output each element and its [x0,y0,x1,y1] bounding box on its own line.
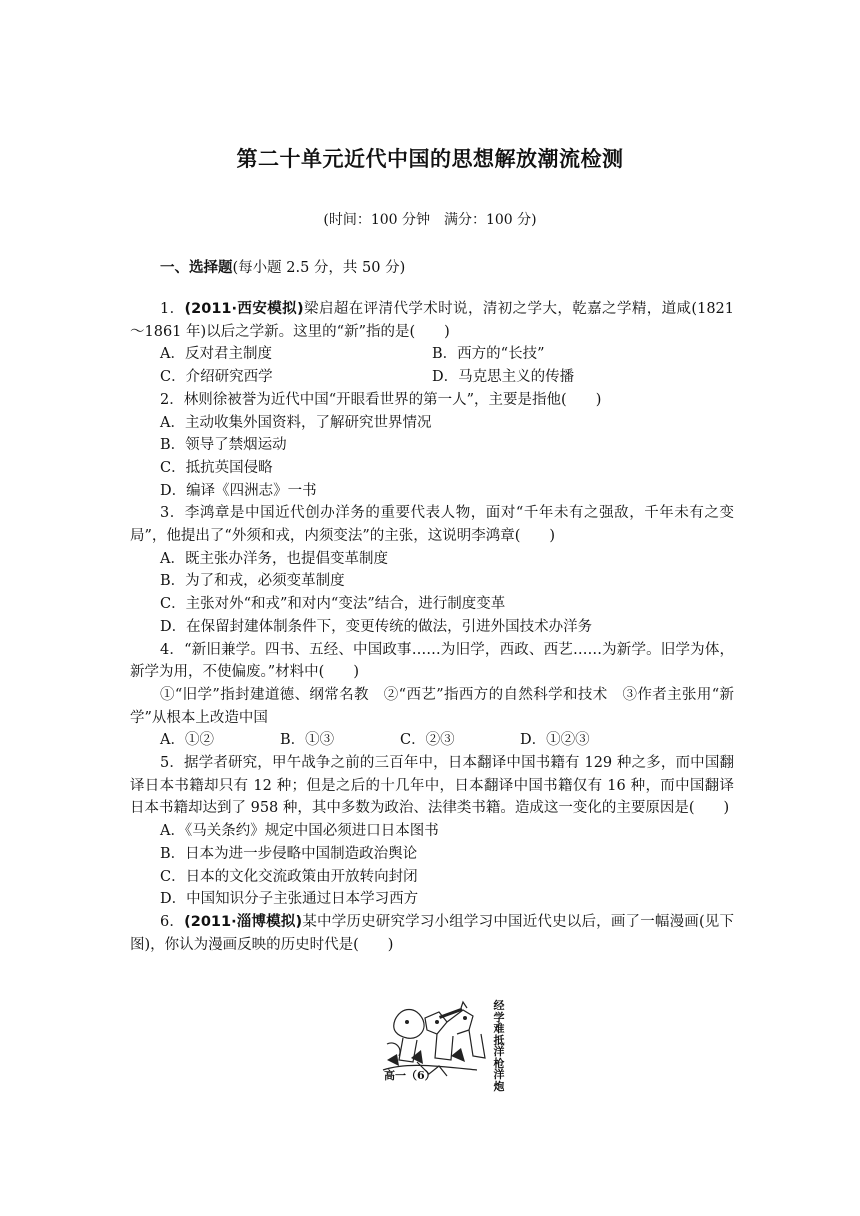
question-6-number: 6． [160,913,185,930]
question-3-option-a: A．既主张办洋务，也提倡变革制度 [160,550,388,567]
question-3-option-b: B．为了和戎，必须变革制度 [160,573,345,590]
question-4-option-b: B．①③ [280,732,335,749]
question-1-option-b: B．西方的“长技” [432,346,545,363]
question-3-option-d: D．在保留封建体制条件下，变更传统的做法，引进外国技术办洋务 [160,618,593,635]
question-1-option-d: D．马克思主义的传播 [432,369,575,386]
cartoon-caption: 高一（6） [384,1069,436,1082]
question-5-option-a: A．《马关条约》规定中国必须进口日本图书 [160,823,439,840]
question-4-option-c: C．②③ [400,732,455,749]
question-1-number: 1． [160,301,185,317]
page-title: 第二十单元近代中国的思想解放潮流检测 [236,147,624,171]
question-5-option-d: D．中国知识分子主张通过日本学习西方 [160,891,419,908]
cartoon-vertical-text: 经 学 难 抵 洋 枪 洋 炮 [493,999,505,1093]
question-1-source: (2011·西安模拟) [184,301,304,317]
section-label: 一、选择题 [160,260,233,276]
question-1-options-row2 [130,366,734,389]
question-5-option-b: B．日本为进一步侵略中国制造政治舆论 [160,845,418,862]
question-2-option-c: C．抵抗英国侵略 [160,459,273,476]
question-2-stem: 2．林则徐被誉为近代中国“开眼看世界的第一人”，主要是指他( ) [160,391,602,408]
question-4-option-a: A．①② [160,732,214,749]
section-heading [160,256,405,277]
question-3-stem: 3．李鸿章是中国近代创办洋务的重要代表人物，面对“千年未有之强敌，千年未有之变局”，他提出了“外须和戎，内须变法”的主张，这说明李鸿章( ) [130,505,734,545]
question-2-option-b: B．领导了禁烟运动 [160,437,287,454]
question-1-text: 梁启超在评清代学术时说，清初之学大，乾嘉之学精，道咸(1821～1861 年)以后之学新。这里的“新”指的是( ) [130,301,734,340]
question-4-items: ①“旧学”指封建道德、纲常名教 ②“西艺”指西方的自然科学和技术 ③作者主张用“新学”从根本上改造中国 [130,686,734,726]
question-4-stem: 4．“新旧兼学。四书、五经、中国政事……为旧学，西政、西艺……为新学。旧学为体，新学为用，不使偏废。”材料中( ) [130,641,734,681]
question-6-stem [130,911,734,956]
question-4-option-d: D．①②③ [520,732,590,749]
question-3-option-c: C．主张对外“和戎”和对内“变法”结合，进行制度变革 [160,596,506,613]
question-list [130,298,734,956]
exam-meta: (时间：100 分钟 满分：100 分) [323,212,537,228]
question-4-options [130,729,734,752]
question-1-option-a: A．反对君主制度 [160,346,272,363]
question-2-option-a: A．主动收集外国资料，了解研究世界情况 [160,414,432,431]
question-1-options-row1 [130,343,734,366]
question-6-source: (2011·淄博模拟) [184,913,303,930]
question-6-text: 某中学历史研究学习小组学习中国近代史以后，画了一幅漫画(见下图)，你认为漫画反映的历史时代是( ) [130,913,734,953]
question-5-option-c: C．日本的文化交流政策由开放转向封闭 [160,868,418,885]
question-2-option-d: D．编译《四洲志》一书 [160,482,317,499]
question-1-option-c: C．介绍研究西学 [160,369,273,386]
question-1-stem [130,298,734,343]
question-5-stem: 5．据学者研究，甲午战争之前的三百年中，日本翻译中国书籍有 129 种之多，而中国翻译日本书籍却只有 12 种；但是之后的十几年中，日本翻译中国书籍仅有 16 种，而中国翻译日本书籍却达到了 958 种，其中多数为政治、法律类书籍。造成这一变化的主要原因是( ) [130,755,734,817]
section-note: (每小题 2.5 分，共 50 分) [232,260,406,276]
